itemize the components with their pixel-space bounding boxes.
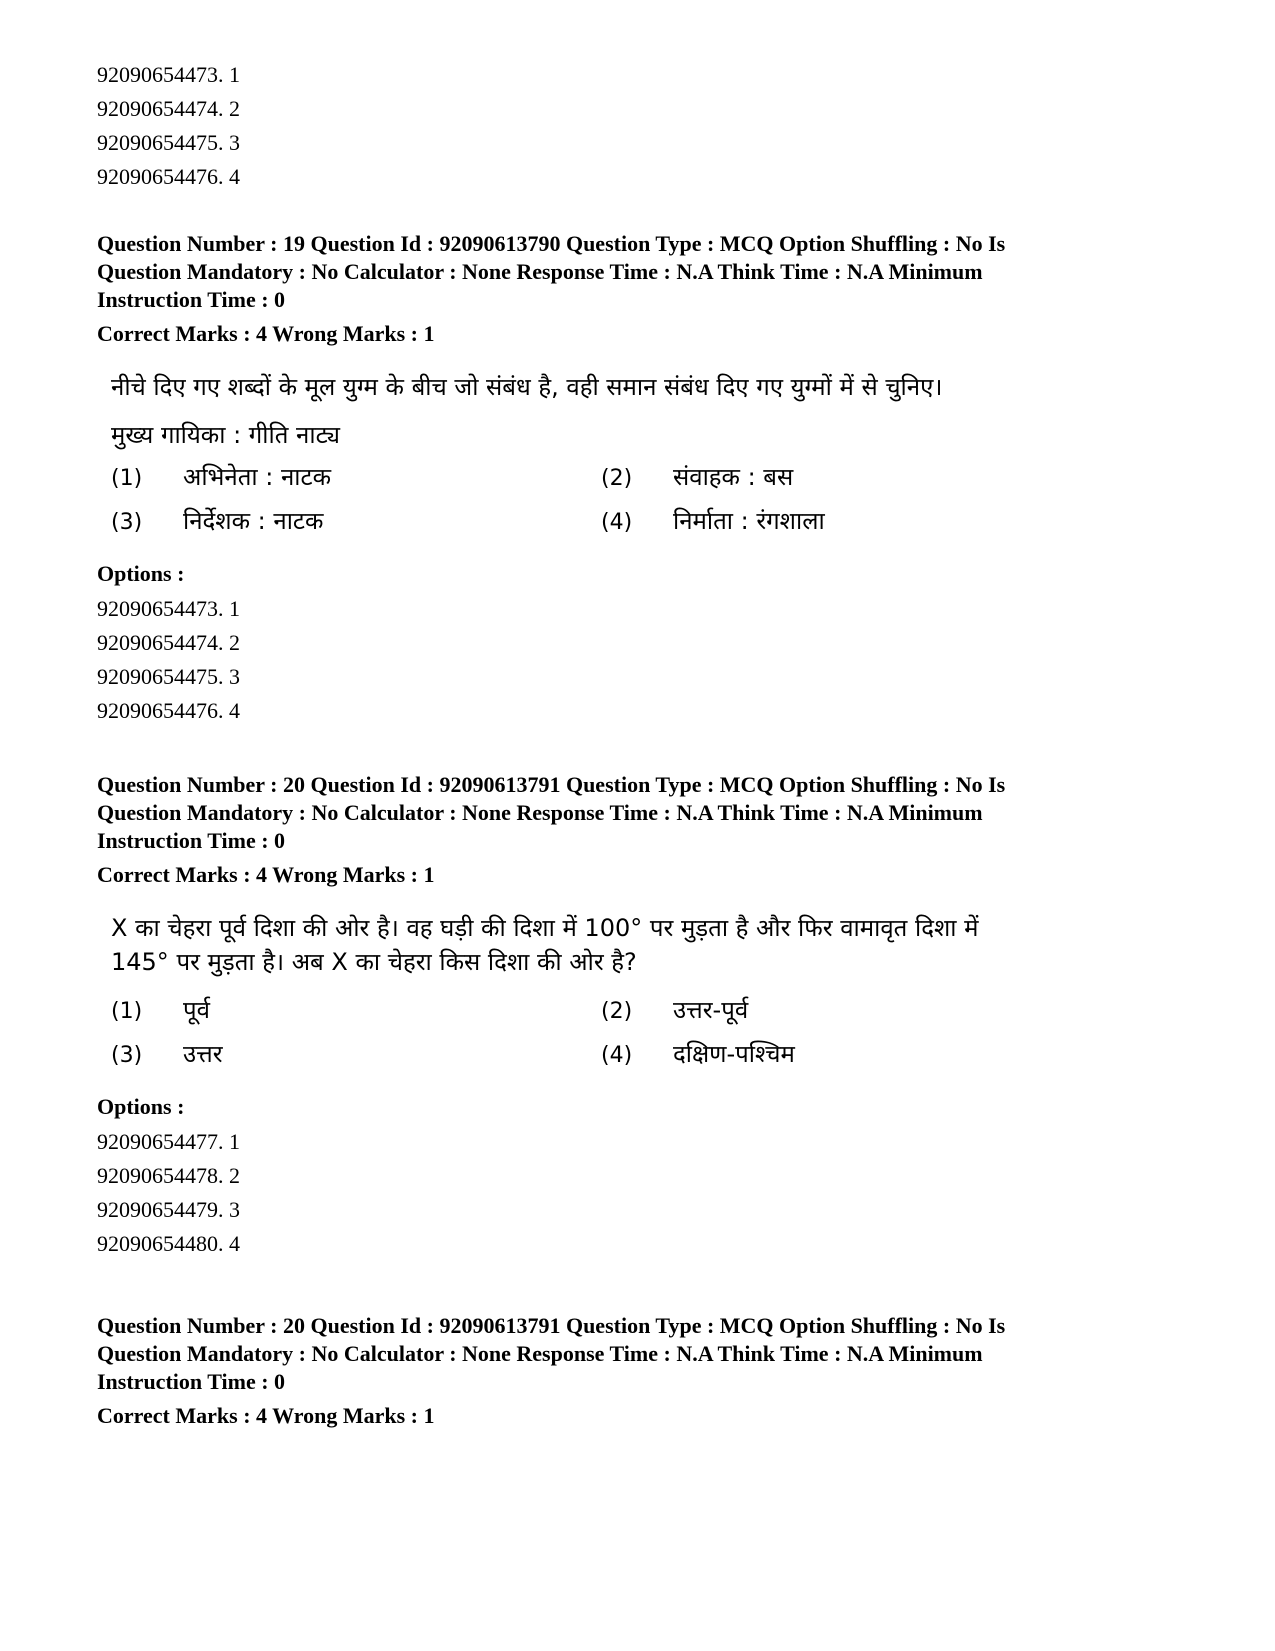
choice-grid (111, 460, 1177, 540)
choice-text: निर्देशक : नाटक (183, 507, 324, 535)
choice-text: संवाहक : बस (673, 463, 794, 491)
marks-line: Correct Marks : 4 Wrong Marks : 1 (97, 321, 435, 346)
question-header-line: Question Mandatory : No Calculator : None Response Time : N.A Think Time : N.A Minimum (97, 800, 983, 825)
choice-text: उत्तर-पूर्व (673, 996, 749, 1024)
question-header-line: Question Mandatory : No Calculator : None Response Time : N.A Think Time : N.A Minimum (97, 259, 983, 284)
question-stem: 145° पर मुड़ता है। अब X का चेहरा किस दिशा की ओर है? (111, 948, 637, 976)
choice-number: (2) (601, 466, 633, 491)
top-options-list (97, 58, 1177, 194)
option-line: 92090654473. 1 (97, 596, 240, 621)
question-header (97, 230, 1177, 314)
choice-text: अभिनेता : नाटक (183, 463, 332, 491)
option-line: 92090654475. 3 (97, 130, 240, 155)
option-line: 92090654474. 2 (97, 630, 240, 655)
option-line: 92090654477. 1 (97, 1129, 240, 1154)
option-line: 92090654475. 3 (97, 664, 240, 689)
option-line: 92090654480. 4 (97, 1231, 240, 1256)
option-line: 92090654478. 2 (97, 1163, 240, 1188)
choice-3 (111, 504, 601, 540)
question-header-line: Instruction Time : 0 (97, 287, 286, 312)
choice-grid (111, 993, 1177, 1073)
question-header-line: Question Number : 19 Question Id : 92090613790 Question Type : MCQ Option Shuffling : No Is (97, 231, 1006, 256)
choice-number: (3) (111, 1043, 143, 1068)
choice-text: पूर्व (183, 996, 210, 1024)
choice-text: निर्माता : रंगशाला (673, 507, 825, 535)
option-line: 92090654476. 4 (97, 164, 240, 189)
option-line: 92090654474. 2 (97, 96, 240, 121)
question-header-line: Instruction Time : 0 (97, 1369, 286, 1394)
choice-2 (601, 460, 1091, 496)
choice-text: उत्तर (183, 1040, 223, 1068)
option-line: 92090654476. 4 (97, 698, 240, 723)
question-content (97, 370, 1177, 540)
options-label: Options : (97, 561, 185, 586)
option-line: 92090654473. 1 (97, 62, 240, 87)
question-20-repeat (97, 1312, 1177, 1430)
question-header (97, 1312, 1177, 1396)
marks-line: Correct Marks : 4 Wrong Marks : 1 (97, 1403, 435, 1428)
choice-4 (601, 504, 1091, 540)
question-header-line: Question Mandatory : No Calculator : None Response Time : N.A Think Time : N.A Minimum (97, 1341, 983, 1366)
choice-number: (3) (111, 510, 143, 535)
options-list (97, 592, 1177, 728)
choice-1 (111, 993, 601, 1029)
choice-2 (601, 993, 1091, 1029)
question-header (97, 771, 1177, 855)
choice-number: (4) (601, 510, 633, 535)
question-header-line: Question Number : 20 Question Id : 92090613791 Question Type : MCQ Option Shuffling : No Is (97, 1313, 1006, 1338)
question-content (97, 911, 1177, 1073)
choice-text: दक्षिण-पश्चिम (673, 1040, 795, 1068)
choice-number: (1) (111, 999, 143, 1024)
question-stem: X का चेहरा पूर्व दिशा की ओर है। वह घड़ी की दिशा में 100° पर मुड़ता है और फिर वामावृत दिशा में (111, 914, 979, 942)
question-19 (97, 230, 1177, 728)
question-stem: नीचे दिए गए शब्दों के मूल युग्म के बीच जो संबंध है, वही समान संबंध दिए गए युग्मों में से चुनिए। (111, 373, 943, 401)
options-list (97, 1125, 1177, 1261)
question-header-line: Instruction Time : 0 (97, 828, 286, 853)
choice-number: (1) (111, 466, 143, 491)
choice-4 (601, 1037, 1091, 1073)
options-label: Options : (97, 1094, 185, 1119)
question-20 (97, 771, 1177, 1261)
choice-number: (4) (601, 1043, 633, 1068)
question-pair: मुख्य गायिका : गीति नाट्य (111, 421, 340, 449)
question-header-line: Question Number : 20 Question Id : 92090613791 Question Type : MCQ Option Shuffling : No Is (97, 772, 1006, 797)
choice-3 (111, 1037, 601, 1073)
choice-1 (111, 460, 601, 496)
choice-number: (2) (601, 999, 633, 1024)
option-line: 92090654479. 3 (97, 1197, 240, 1222)
marks-line: Correct Marks : 4 Wrong Marks : 1 (97, 862, 435, 887)
